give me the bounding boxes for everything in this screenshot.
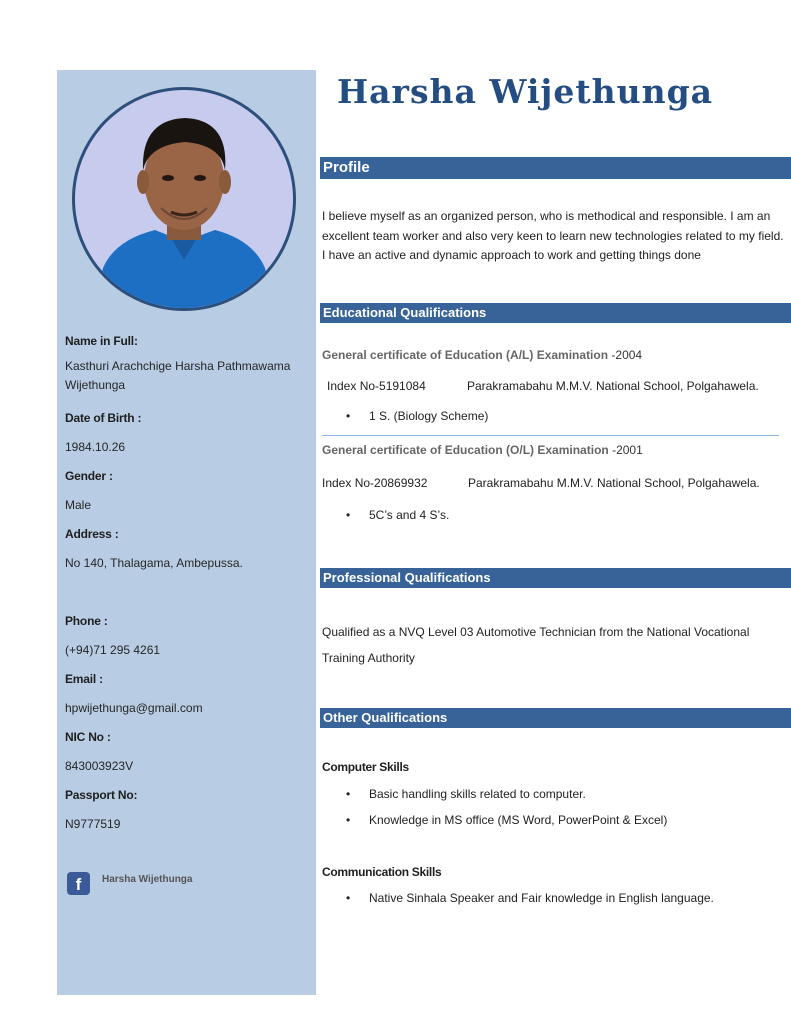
ol-exam-title (322, 443, 643, 457)
facebook-icon: f (67, 872, 90, 895)
phone-value: (+94)71 295 4261 (65, 643, 161, 657)
page-title: Harsha Wijethunga (337, 72, 714, 111)
facebook-name: Harsha Wijethunga (102, 874, 193, 885)
address-value: No 140, Thalagama, Ambepussa. (65, 556, 243, 570)
divider (322, 435, 779, 436)
nic-label: NIC No : (65, 730, 111, 744)
ol-result: 5C’s and 4 S’s. (369, 508, 450, 522)
passport-label: Passport No: (65, 788, 138, 802)
ol-index: Index No-20869932 (322, 476, 428, 490)
profile-text: I believe myself as an organized person, who is methodical and responsible. I am an excellent team worker and also very keen to learn new technologies related to my field. I have an active and dynamic approach to work and getting things done (322, 209, 784, 262)
sidebar (57, 70, 316, 995)
full-name-label: Name in Full: (65, 334, 138, 348)
profile-heading: Profile (320, 157, 791, 179)
gender-value: Male (65, 498, 92, 512)
list-item (346, 891, 714, 905)
communication-skill-1: Native Sinhala Speaker and Fair knowledge in English language. (369, 891, 714, 905)
profile-photo (72, 87, 296, 311)
other-heading: Other Qualifications (320, 708, 791, 728)
dob-label: Date of Birth : (65, 411, 142, 425)
full-name-value: Kasthuri Arachchige Harsha Pathmawama Wijethunga (65, 359, 291, 392)
list-item (346, 409, 488, 423)
list-item (346, 508, 449, 522)
al-result: 1 S. (Biology Scheme) (369, 409, 489, 423)
email-label: Email : (65, 672, 103, 686)
dob-value: 1984.10.26 (65, 440, 126, 454)
ol-exam-year: -2001 (608, 443, 643, 457)
al-exam-title (322, 348, 642, 362)
list-item (346, 813, 667, 827)
professional-text: Qualified as a NVQ Level 03 Automotive Technician from the National Vocational Training Authority (322, 625, 750, 665)
computer-skill-1: Basic handling skills related to computer. (369, 787, 586, 801)
al-exam-year: -2004 (608, 348, 643, 362)
communication-skills-title: Communication Skills (322, 865, 442, 879)
professional-heading: Professional Qualifications (320, 568, 791, 588)
person-photo-icon (75, 90, 293, 308)
gender-label: Gender : (65, 469, 113, 483)
al-index: Index No-5191084 (327, 379, 426, 393)
al-exam-name: General certificate of Education (A/L) Examination (322, 348, 609, 362)
facebook-link[interactable] (67, 872, 192, 895)
ol-exam-name: General certificate of Education (O/L) Examination (322, 443, 609, 457)
email-value[interactable]: hpwijethunga@gmail.com (65, 701, 203, 715)
ol-school: Parakramabahu M.M.V. National School, Polgahawela. (468, 476, 760, 490)
list-item (346, 787, 586, 801)
al-school: Parakramabahu M.M.V. National School, Polgahawela. (467, 379, 759, 393)
education-heading: Educational Qualifications (320, 303, 791, 323)
nic-value: 843003923V (65, 759, 134, 773)
computer-skills-title: Computer Skills (322, 760, 409, 774)
address-label: Address : (65, 527, 119, 541)
passport-value: N9777519 (65, 817, 121, 831)
phone-label: Phone : (65, 614, 108, 628)
computer-skill-2: Knowledge in MS office (MS Word, PowerPoint & Excel) (369, 813, 668, 827)
